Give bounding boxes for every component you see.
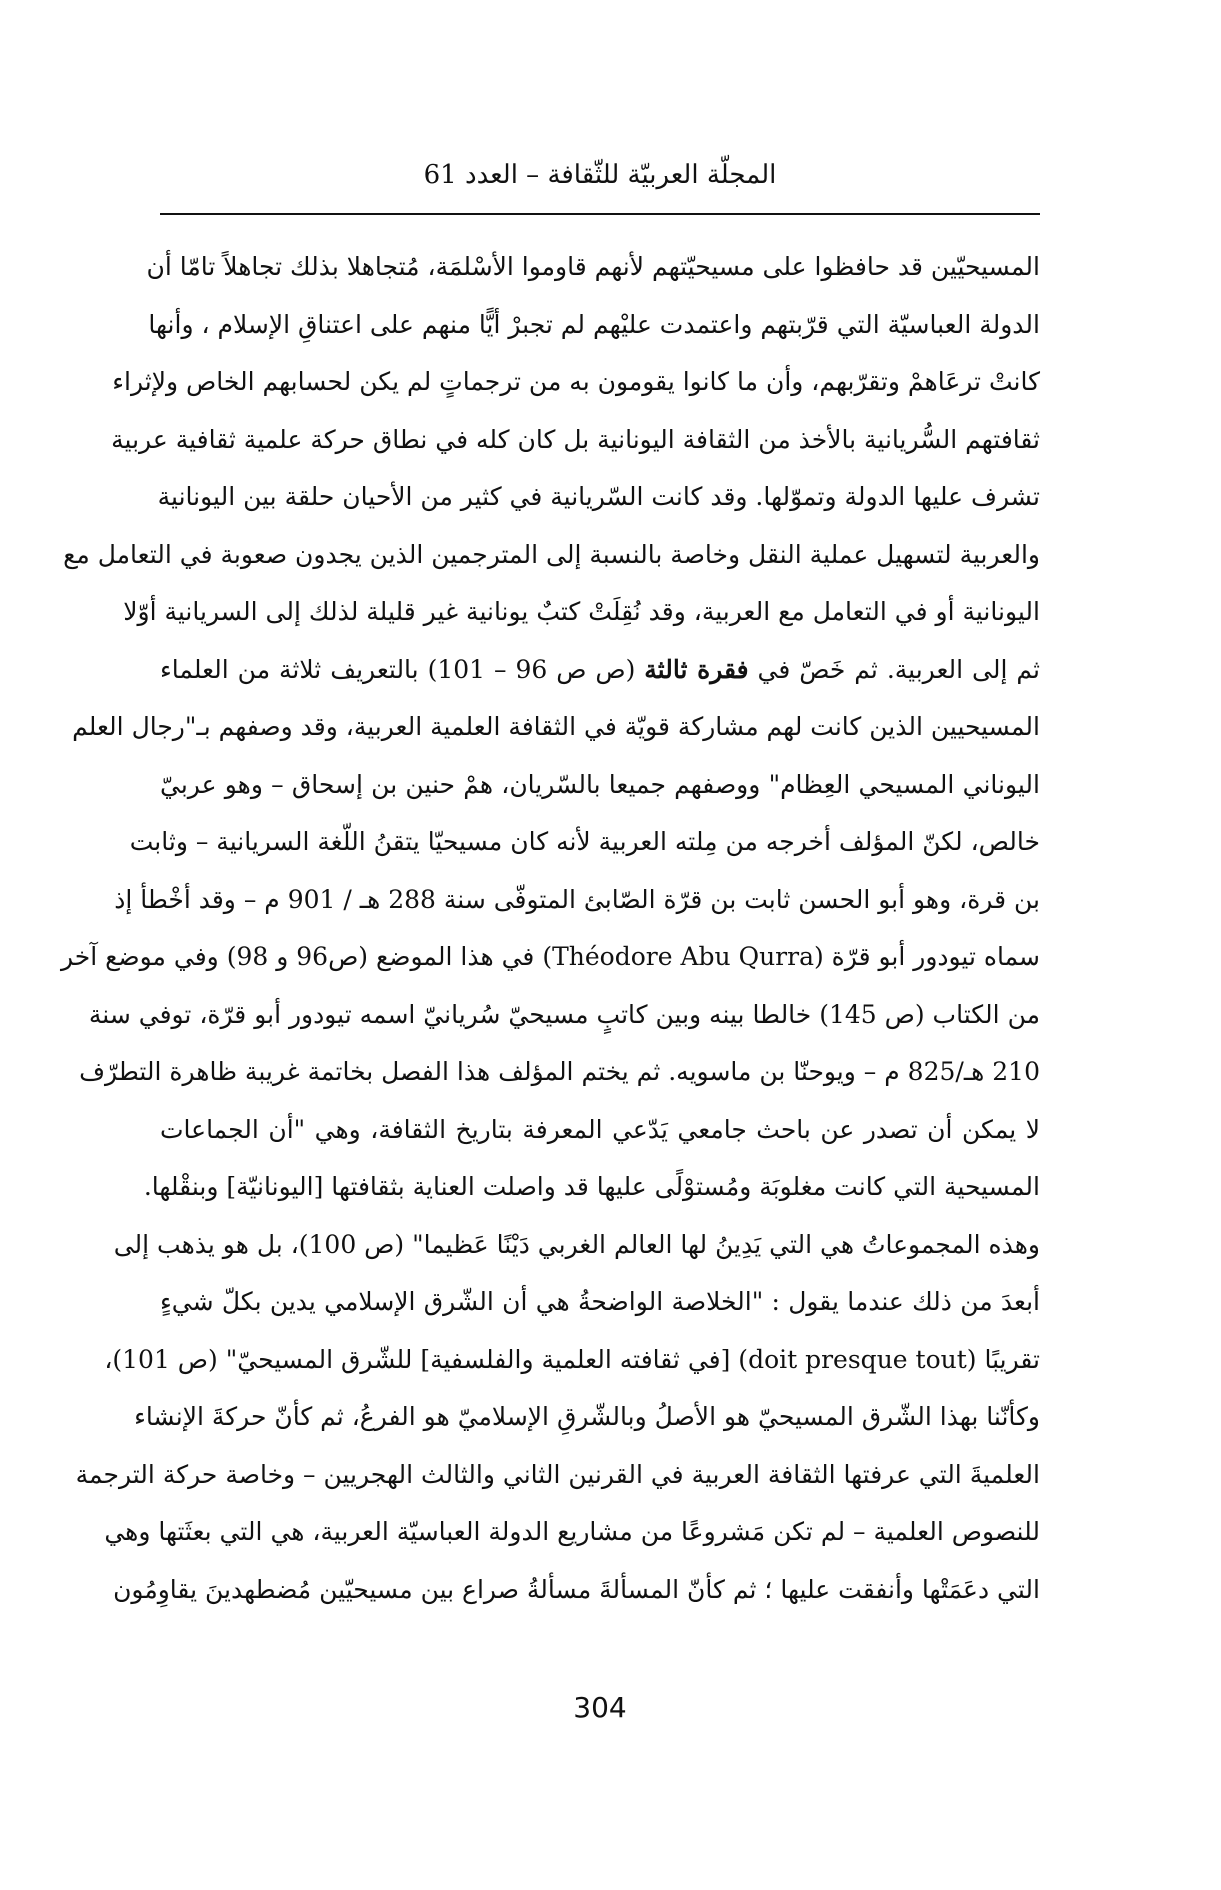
text-line-with-bold [160,641,1040,699]
text-line: 210 هـ/825 م – ويوحنّا بن ماسويه. ثم يختم المؤلف هذا الفصل بخاتمة غريبة ظاهرة التطرّف [79,1057,1040,1086]
text-line: والعربية لتسهيل عملية النقل وخاصة بالنسبة إلى المترجمين الذين يجدون صعوبة في التعامل مع [63,539,1040,569]
text-line: كانتْ ترعَاهمْ وتقرّبهم، وأن ما كانوا يقومون به من ترجماتٍ لم يكن لحسابهم الخاص ولإثراء [112,367,1040,396]
header-divider [160,213,1040,215]
text-line: من الكتاب (ص 145) خالطا بينه وبين كاتبٍ مسيحيّ سُريانيّ اسمه تيودور أبو قرّة، توفي سنة [88,999,1040,1029]
bold-phrase: فقرة ثالثة [644,654,749,684]
text-line: ثقافتهم السُّريانية بالأخذ من الثقافة اليونانية بل كان كله في نطاق حركة علمية ثقافية عربية [111,424,1040,454]
text-line: المسيحية التي كانت مغلوبَة ومُستوْلًى عليها قد واصلت العناية بثقافتها [اليونانيّة] وبنقْلها. [143,1172,1040,1201]
running-header: المجلّة العربيّة للثّقافة – العدد 61 [423,160,777,190]
text-line: العلميةَ التي عرفتها الثقافة العربية في القرنين الثاني والثالث الهجريين – وخاصة حركة الترجمة [75,1459,1040,1489]
text-line: لا يمكن أن تصدر عن باحث جامعي يَدّعي المعرفة بتاريخ الثقافة، وهي "أن الجماعات [160,1114,1040,1144]
text-line: وكأنّنا بهذا الشّرق المسيحيّ هو الأصلُ وبالشّرقِ الإسلاميّ هو الفرعُ، ثم كأنّ حركةَ الإنشاء [134,1402,1040,1431]
text-line: اليونانية أو في التعامل مع العربية، وقد نُقِلَتْ كتبٌ يونانية غير قليلة لذلك إلى السريانية أوّلا [123,597,1040,626]
text-line: اليوناني المسيحي العِظام" ووصفهم جميعا بالسّريان، همْ حنين بن إسحاق – وهو عربيّ [160,769,1040,799]
text-line: الدولة العباسيّة التي قرّبتهم واعتمدت عليْهم لم تجبرْ أيًّا منهم على اعتناقِ الإسلام ، وأنها [148,309,1040,339]
page-number: 304 [573,1691,627,1724]
text-line: للنصوص العلمية – لم تكن مَشروعًا من مشاريع الدولة العباسيّة العربية، هي التي بعثَتها وهي [104,1517,1040,1546]
text-line: المسيحيين الذين كانت لهم مشاركة قويّة في الثقافة العلمية العربية، وقد وصفهم بـ"رجال العلم [72,712,1040,741]
text-line: وهذه المجموعاتُ هي التي يَدِينُ لها العالم الغربي دَيْنًا عَظيما" (ص 100)، بل هو يذهب إلى [113,1229,1040,1259]
text-line: التي دعَمَتْها وأنفقت عليها ؛ ثم كأنّ المسألةَ مسألةُ صراع بين مسيحيّين مُضطهدينَ يقاوِمُون [113,1574,1040,1604]
text-line: تقريبًا (doit presque tout) [في ثقافته العلمية والفلسفية] للشّرق المسيحيّ" (ص 101)، [104,1344,1040,1374]
body-text [60,238,1040,1618]
text-line: سماه تيودور أبو قرّة (Théodore Abu Qurra) في هذا الموضع (ص96 و 98) وفي موضع آخر [60,942,1040,971]
text-line: خالص، لكنّ المؤلف أخرجه من مِلته العربية لأنه كان مسيحيّا يتقنُ اللّغة السريانية – وثابت [129,827,1040,856]
text-segment: ثم إلى العربية. ثم خَصّ في [748,654,1040,684]
text-line: بن قرة، وهو أبو الحسن ثابت بن قرّة الصّابئ المتوفّى سنة 288 هـ / 901 م – وقد أخْطأ إذ [114,884,1040,914]
text-line: تشرف عليها الدولة وتموّلها. وقد كانت السّريانية في كثير من الأحيان حلقة بين اليونانية [157,482,1040,511]
text-line: المسيحيّين قد حافظوا على مسيحيّتهم لأنهم قاوموا الأسْلمَة، مُتجاهلا بذلك تجاهلاً تامّا أن [146,252,1040,281]
text-line: أبعدَ من ذلك عندما يقول : "الخلاصة الواضحةُ هي أن الشّرق الإسلامي يدين بكلّ شيءٍ [160,1287,1040,1316]
text-segment: (ص ص 96 – 101) بالتعريف ثلاثة من العلماء [160,654,645,684]
